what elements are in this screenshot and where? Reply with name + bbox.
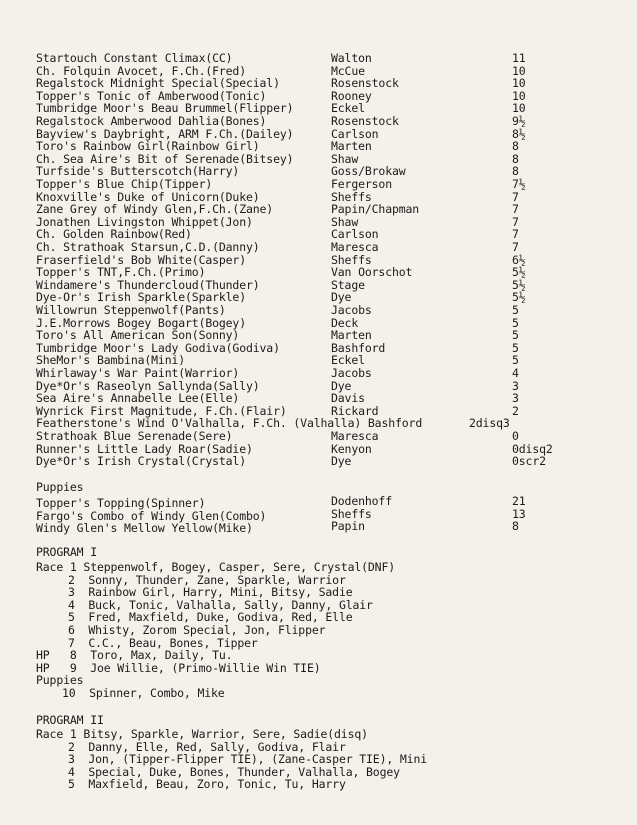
puppy-owner: Sheffs — [331, 506, 372, 521]
dog-score: 7 — [512, 202, 519, 217]
dog-score: 8 — [512, 164, 519, 179]
race-line: 4 Special, Duke, Bones, Thunder, Valhalla, Bogey — [68, 764, 400, 779]
dog-name: Tumbridge Moor's Beau Brummel(Flipper) — [36, 101, 294, 116]
race-line: Race 1 Bitsy, Sparkle, Warrior, Sere, Sadie(disq) — [36, 727, 368, 741]
dog-score: 3 — [512, 391, 519, 406]
dog-name: Tumbridge Moor's Lady Godiva(Godiva) — [36, 340, 280, 355]
dog-name: Fraserfield's Bob White(Casper) — [36, 252, 246, 267]
dog-name: Ch. Strathoak Starsun,C.D.(Danny) — [36, 240, 260, 254]
dog-name: Topper's Tonic of Amberwood(Tonic) — [36, 88, 267, 103]
dog-score: 0disq2 — [512, 441, 553, 456]
dog-score: 7 — [512, 214, 519, 229]
puppy-name: Fargo's Combo of Windy Glen(Combo) — [36, 508, 267, 523]
dog-score: 5½ — [512, 265, 526, 280]
dog-name: Regalstock Midnight Special(Special) — [36, 76, 280, 91]
dog-owner: Jacobs — [331, 366, 372, 380]
dog-owner: Bashford — [331, 340, 386, 355]
dog-owner: Van Oorschot — [331, 265, 413, 280]
dog-owner: Eckel — [331, 353, 365, 368]
dog-owner: Deck — [331, 315, 359, 330]
dog-name: Regalstock Amberwood Dahlia(Bones) — [36, 114, 267, 128]
dog-score: 11 — [512, 51, 526, 65]
dog-name: Zane Grey of Windy Glen,F.Ch.(Zane) — [36, 202, 274, 217]
dog-score: 7 — [512, 227, 519, 242]
dog-owner: Marten — [331, 139, 372, 154]
dog-score: 9½ — [512, 114, 526, 128]
puppies-label: Puppies — [36, 673, 84, 688]
dog-owner: Kenyon — [331, 441, 372, 456]
dog-score: 8½ — [512, 126, 526, 141]
dog-owner: McCue — [331, 63, 365, 78]
dog-owner: Maresca — [331, 429, 379, 443]
race-line: 3 Rainbow Girl, Harry, Mini, Bitsy, Sadie — [68, 585, 353, 600]
dog-score: 8 — [512, 139, 519, 154]
dog-score: 0scr2 — [512, 454, 546, 469]
dog-name: Knoxville's Duke of Unicorn(Duke) — [36, 189, 260, 204]
dog-score: 7½ — [512, 177, 526, 191]
dog-name: Sea Aire's Annabelle Lee(Elle) — [36, 391, 240, 406]
dog-owner: Rosenstock — [331, 76, 399, 91]
dog-owner: Fergerson — [331, 177, 392, 191]
race-line: 3 Jon, (Tipper-Flipper TIE), (Zane-Casper TIE), Mini — [68, 752, 428, 767]
race-line: 6 Whisty, Zorom Special, Jon, Flipper — [68, 623, 326, 637]
race-line: 5 Fred, Maxfield, Duke, Godiva, Red, Elle — [68, 610, 353, 625]
puppy-score: 21 — [512, 494, 526, 508]
dog-score: 2disq3 — [469, 416, 510, 431]
puppy-name: Windy Glen's Mellow Yellow(Mike) — [36, 521, 253, 536]
dog-owner: Carlson — [331, 126, 379, 141]
dog-score: 0 — [512, 429, 519, 443]
dog-name: Topper's Blue Chip(Tipper) — [36, 177, 213, 191]
puppy-score: 8 — [512, 519, 519, 534]
dog-owner: Sheffs — [331, 252, 372, 267]
race-line: 7 C.C., Beau, Bones, Tipper — [68, 635, 258, 650]
dog-score: 7 — [512, 240, 519, 254]
dog-name: J.E.Morrows Bogey Bogart(Bogey) — [36, 315, 246, 330]
program-heading: PROGRAM I — [36, 545, 97, 559]
dog-owner: Carlson — [331, 227, 379, 242]
race-line: HP 9 Joe Willie, (Primo-Willie Win TIE) — [36, 660, 321, 675]
race-line: 2 Sonny, Thunder, Zane, Sparkle, Warrior — [68, 572, 346, 587]
dog-owner: Dye — [331, 454, 352, 469]
dog-score: 10 — [512, 101, 526, 116]
puppy-owner: Dodenhoff — [331, 494, 392, 508]
dog-score: 8 — [512, 151, 519, 166]
puppy-name: Topper's Topping(Spinner) — [36, 496, 206, 510]
dog-name: Bayview's Daybright, ARM F.Ch.(Dailey) — [36, 126, 294, 141]
dog-name: Jonathen Livingston Whippet(Jon) — [36, 214, 253, 229]
dog-owner: Goss/Brokaw — [331, 164, 406, 179]
dog-owner: Marten — [331, 328, 372, 343]
dog-name: Ch. Sea Aire's Bit of Serenade(Bitsey) — [36, 151, 294, 166]
dog-name: Dye*Or's Raseolyn Sallynda(Sally) — [36, 378, 260, 393]
dog-owner: Dye — [331, 378, 352, 393]
race-line: 5 Maxfield, Beau, Zoro, Tonic, Tu, Harry — [68, 777, 346, 792]
dog-name: Featherstone's Wind O'Valhalla, F.Ch. (Valhalla) Bashford — [36, 416, 423, 431]
dog-owner: Shaw — [331, 214, 359, 229]
dog-score: 5 — [512, 328, 519, 343]
dog-name: Windamere's Thundercloud(Thunder) — [36, 277, 260, 292]
dog-score: 5½ — [512, 277, 526, 292]
dog-owner: Walton — [331, 51, 372, 65]
dog-score: 10 — [512, 88, 526, 103]
dog-name: Topper's TNT,F.Ch.(Primo) — [36, 265, 206, 280]
dog-name: Ch. Folquin Avocet, F.Ch.(Fred) — [36, 63, 246, 78]
dog-owner: Rickard — [331, 403, 379, 418]
dog-owner: Rosenstock — [331, 114, 399, 128]
dog-name: Toro's All American Son(Sonny) — [36, 328, 240, 343]
dog-name: Willowrun Steppenwolf(Pants) — [36, 303, 226, 317]
dog-name: Wynrick First Magnitude, F.Ch.(Flair) — [36, 403, 287, 418]
dog-owner: Stage — [331, 277, 365, 292]
puppy-score: 13 — [512, 506, 526, 521]
dog-score: 5 — [512, 353, 519, 368]
dog-score: 2 — [512, 403, 519, 418]
dog-owner: Jacobs — [331, 303, 372, 317]
dog-score: 5 — [512, 303, 519, 317]
dog-name: Startouch Constant Climax(CC) — [36, 51, 233, 65]
puppy-owner: Papin — [331, 519, 365, 534]
dog-score: 10 — [512, 76, 526, 91]
dog-owner: Rooney — [331, 88, 372, 103]
race-line: 2 Danny, Elle, Red, Sally, Godiva, Flair — [68, 739, 346, 754]
dog-name: Toro's Rainbow Girl(Rainbow Girl) — [36, 139, 260, 154]
dog-owner: Dye — [331, 290, 352, 305]
dog-owner: Sheffs — [331, 189, 372, 204]
program-heading: PROGRAM II — [36, 713, 104, 727]
dog-owner: Maresca — [331, 240, 379, 254]
dog-name: Whirlaway's War Paint(Warrior) — [36, 366, 240, 380]
dog-score: 5 — [512, 340, 519, 355]
puppies-heading: Puppies — [36, 480, 84, 494]
dog-owner: Papin/Chapman — [331, 202, 420, 217]
dog-name: Dye-Or's Irish Sparkle(Sparkle) — [36, 290, 246, 305]
dog-score: 4 — [512, 366, 519, 380]
race-line: Race 1 Steppenwolf, Bogey, Casper, Sere, Crystal(DNF) — [36, 560, 396, 574]
dog-owner: Shaw — [331, 151, 359, 166]
dog-score: 6½ — [512, 252, 526, 267]
dog-owner: Eckel — [331, 101, 365, 116]
dog-name: SheMor's Bambina(Mini) — [36, 353, 186, 368]
dog-name: Runner's Little Lady Roar(Sadie) — [36, 441, 253, 456]
dog-score: 5 — [512, 315, 519, 330]
dog-name: Turfside's Butterscotch(Harry) — [36, 164, 240, 179]
race-line: 10 Spinner, Combo, Mike — [62, 686, 225, 700]
dog-score: 7 — [512, 189, 519, 204]
dog-name: Dye*Or's Irish Crystal(Crystal) — [36, 454, 246, 469]
dog-score: 10 — [512, 63, 526, 78]
race-line: HP 8 Toro, Max, Daily, Tu. — [36, 648, 233, 663]
dog-owner: Davis — [331, 391, 365, 406]
race-line: 4 Buck, Tonic, Valhalla, Sally, Danny, Glair — [68, 597, 373, 612]
dog-score: 5½ — [512, 290, 526, 305]
dog-name: Ch. Golden Rainbow(Red) — [36, 227, 192, 242]
dog-name: Strathoak Blue Serenade(Sere) — [36, 429, 233, 443]
dog-score: 3 — [512, 378, 519, 393]
